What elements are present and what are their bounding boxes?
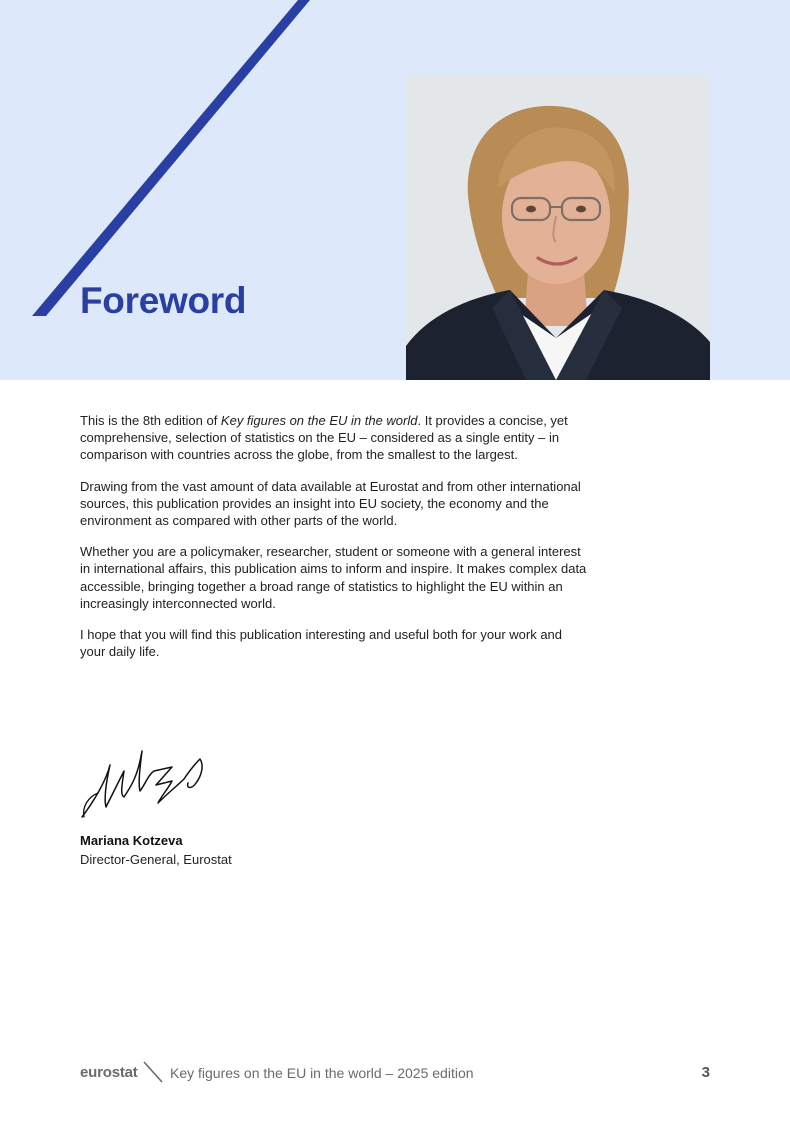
page-title: Foreword (80, 280, 247, 321)
portrait-photo (406, 76, 710, 380)
page-footer (80, 1060, 710, 1086)
paragraph-4: I hope that you will find this publication interesting and useful both for your work and your daily life. (80, 627, 563, 660)
foreword-body (80, 412, 590, 674)
header-banner (0, 0, 790, 380)
publication-title: Key figures on the EU in the world (220, 413, 418, 428)
signer-name: Mariana Kotzeva (80, 833, 183, 848)
footer-publication-title: Key figures on the EU in the world – 2025 edition (170, 1065, 474, 1081)
page-number: 3 (701, 1064, 710, 1081)
signer-role: Director-General, Eurostat (80, 852, 232, 867)
paragraph-3: Whether you are a policymaker, researcher, student or someone with a general interest in international affairs, this publication aims to inform and inspire. It makes complex data accessible, bringing together a broad range of statistics to highlight the EU within an increasingly interconnected world. (80, 544, 587, 611)
paragraph-2: Drawing from the vast amount of data available at Eurostat and from other international sources, this publication provides an insight into EU society, the economy and the environment as compared with other parts of the world. (80, 478, 581, 529)
eurostat-logo: eurostat (80, 1064, 138, 1081)
logo-slash-icon (142, 1060, 164, 1084)
signature (76, 745, 226, 825)
paragraph-1: This is the 8th edition of Key figures on the EU in the world. It provides a concise, yet comprehensive, selection of statistics on the EU – considered as a single entity – in comparison with countries across the globe, from the smallest to the largest. (80, 413, 568, 463)
